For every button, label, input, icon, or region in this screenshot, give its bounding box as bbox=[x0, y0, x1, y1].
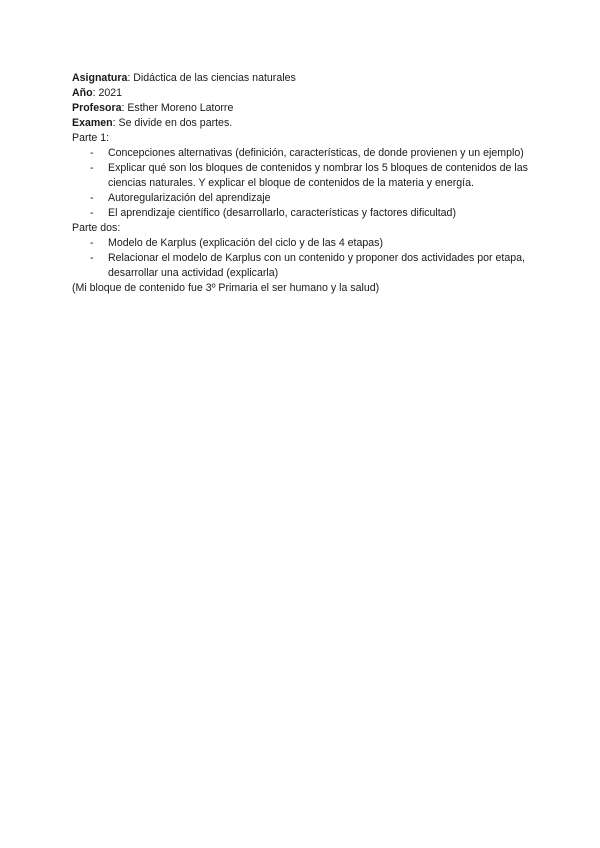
profesora-value: : Esther Moreno Latorre bbox=[121, 102, 234, 114]
examen-label: Examen bbox=[72, 117, 113, 129]
closing-note: (Mi bloque de contenido fue 3º Primaria el ser humano y la salud) bbox=[72, 282, 380, 294]
dash-bullet: - bbox=[90, 192, 94, 204]
parte2-heading: Parte dos: bbox=[72, 222, 121, 234]
list-item-text: Relacionar el modelo de Karplus con un contenido y proponer dos actividades por etapa, desarrollar una actividad (explicarla) bbox=[108, 252, 525, 279]
list-item-text: Explicar qué son los bloques de contenidos y nombrar los 5 bloques de contenidos de las ciencias naturales. Y explicar el bloque de contenidos de la materia y energía. bbox=[108, 162, 528, 189]
anio-label: Año bbox=[72, 87, 93, 99]
anio-value: : 2021 bbox=[92, 87, 123, 99]
list-item-text: Modelo de Karplus (explicación del ciclo y de las 4 etapas) bbox=[108, 237, 383, 249]
list-item-text: Concepciones alternativas (definición, características, de donde provienen y un ejemplo) bbox=[108, 147, 524, 159]
list-item-text: El aprendizaje científico (desarrollarlo, características y factores dificultad) bbox=[108, 207, 456, 219]
list-item bbox=[72, 206, 542, 221]
document-body bbox=[72, 71, 542, 296]
list-item bbox=[72, 236, 542, 251]
examen-line bbox=[72, 116, 542, 131]
anio-line bbox=[72, 86, 542, 101]
list-item bbox=[72, 161, 542, 191]
parte1-heading: Parte 1: bbox=[72, 132, 110, 144]
dash-bullet: - bbox=[90, 252, 94, 264]
dash-bullet: - bbox=[90, 162, 94, 174]
dash-bullet: - bbox=[90, 237, 94, 249]
parte2-list bbox=[72, 236, 542, 281]
list-item-text: Autoregularización del aprendizaje bbox=[108, 192, 271, 204]
list-item bbox=[72, 251, 542, 281]
asignatura-value: : Didáctica de las ciencias naturales bbox=[127, 72, 296, 84]
list-item bbox=[72, 191, 542, 206]
parte1-list bbox=[72, 146, 542, 221]
profesora-line bbox=[72, 101, 542, 116]
dash-bullet: - bbox=[90, 207, 94, 219]
list-item bbox=[72, 146, 542, 161]
asignatura-label: Asignatura bbox=[72, 72, 128, 84]
asignatura-line bbox=[72, 71, 542, 86]
profesora-label: Profesora bbox=[72, 102, 122, 114]
dash-bullet: - bbox=[90, 147, 94, 159]
examen-value: : Se divide en dos partes. bbox=[112, 117, 233, 129]
